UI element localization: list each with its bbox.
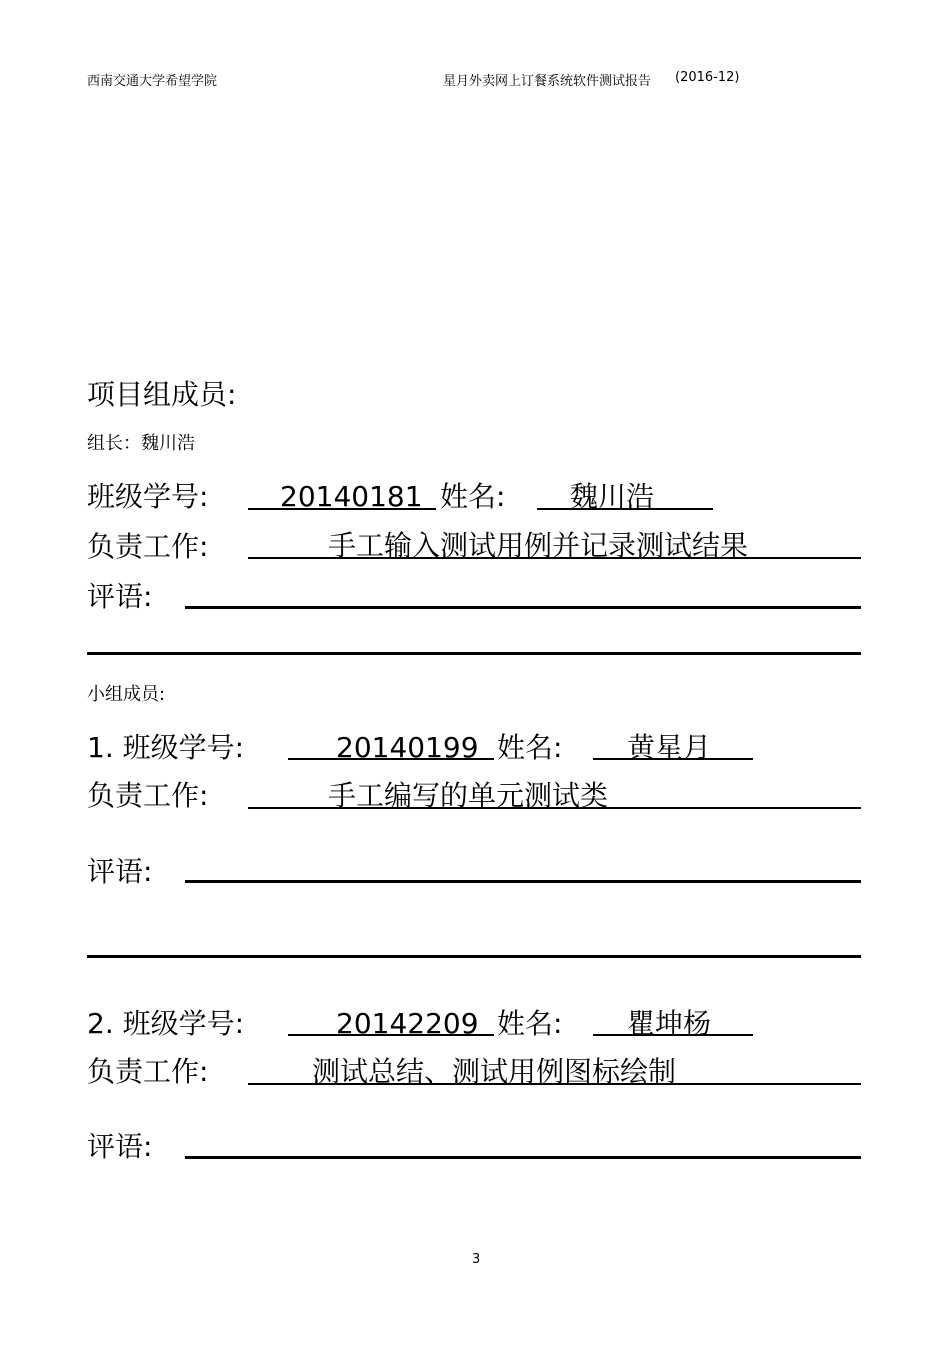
member-2-duty-label: 负责工作: xyxy=(87,1055,209,1088)
leader-comment-line-1 xyxy=(185,606,861,609)
section-title: 项目组成员: xyxy=(87,378,237,411)
member-1-comment-line-2 xyxy=(87,955,861,958)
leader-comment-label: 评语: xyxy=(87,580,153,613)
members-title: 小组成员: xyxy=(87,684,166,705)
leader-class-label: 班级学号: xyxy=(87,480,209,513)
member-1-name-label: 姓名: xyxy=(497,731,563,764)
member-2-duty-value: 测试总结、测试用例图标绘制 xyxy=(312,1055,677,1088)
member-1-duty-value: 手工编写的单元测试类 xyxy=(328,779,609,812)
leader-class-value: 20140181 xyxy=(280,480,423,513)
member-1-class-label: 1. 班级学号: xyxy=(87,731,245,764)
leader-comment-line-2 xyxy=(87,652,861,655)
member-1-comment-line-1 xyxy=(185,880,861,883)
member-2-class-value: 20142209 xyxy=(336,1007,479,1040)
leader-line: 组长：魏川浩 xyxy=(87,433,195,454)
leader-duty-label: 负责工作: xyxy=(87,530,209,563)
header-report-title: 星月外卖网上订餐系统软件测试报告 xyxy=(443,74,652,89)
member-2-comment-line-1 xyxy=(185,1156,861,1159)
member-1-class-value: 20140199 xyxy=(336,731,479,764)
leader-name-value: 魏川浩 xyxy=(570,480,655,513)
member-1-duty-label: 负责工作: xyxy=(87,779,209,812)
header-school: 西南交通大学希望学院 xyxy=(87,74,218,89)
member-2-name-label: 姓名: xyxy=(497,1007,563,1040)
member-1-name-value: 黄星月 xyxy=(627,731,712,764)
page-number: 3 xyxy=(472,1252,481,1267)
header-date: (2016-12) xyxy=(675,70,740,85)
leader-duty-value: 手工输入测试用例并记录测试结果 xyxy=(328,529,749,562)
member-2-class-label: 2. 班级学号: xyxy=(87,1007,245,1040)
member-1-comment-label: 评语: xyxy=(87,855,153,888)
member-2-name-value: 瞿坤杨 xyxy=(627,1007,712,1040)
leader-name-label: 姓名: xyxy=(440,480,506,513)
member-2-comment-label: 评语: xyxy=(87,1130,153,1163)
